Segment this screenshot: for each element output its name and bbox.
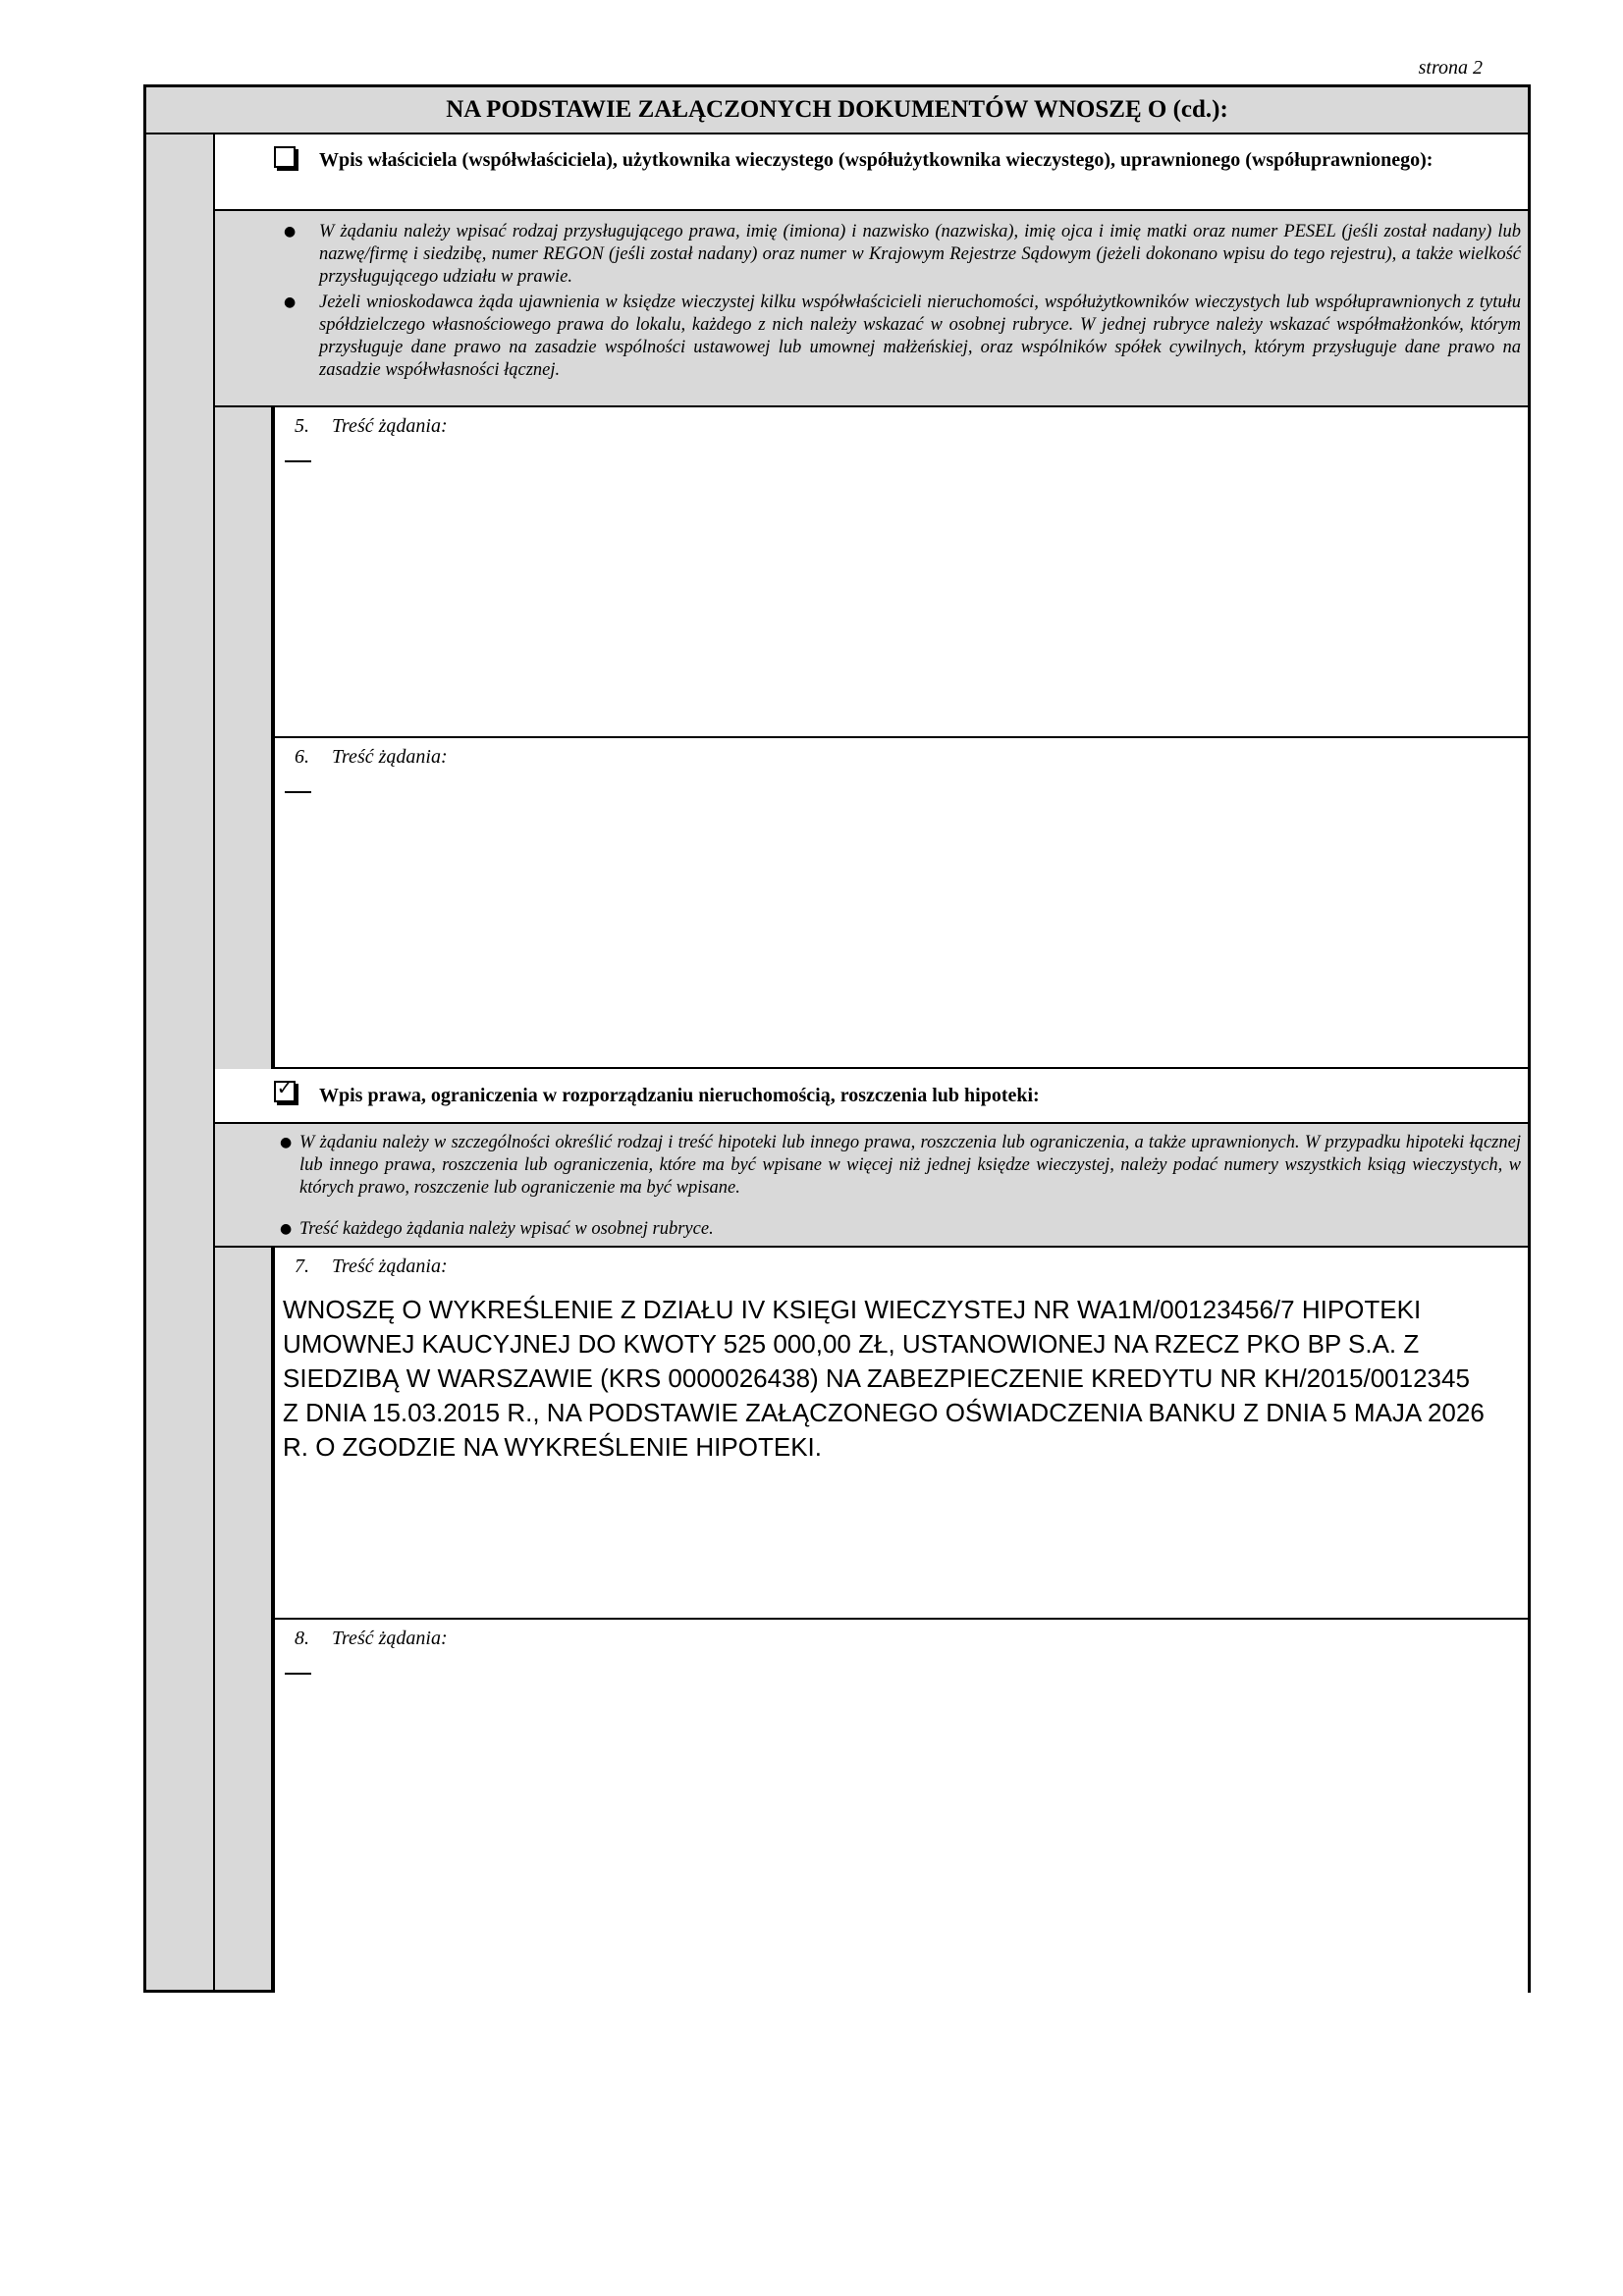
empty-dash (285, 791, 311, 793)
right-section-title-text: Wpis prawa, ograniczenia w rozporządzaniu nieruchomością, roszczenia lub hipoteki: (319, 1085, 1040, 1106)
owner-instructions (215, 211, 1528, 407)
margin-column-outer (146, 134, 215, 1990)
section-header (146, 87, 1528, 134)
request-text: WNOSZĘ O WYKREŚLENIE Z DZIAŁU IV KSIĘGI WIECZYSTEJ NR WA1M/00123456/7 HIPOTEKI UMOWNEJ KAUCYJNEJ DO KWOTY 525 000,00 ZŁ, USTANOWIONEJ NA RZECZ PKO BP S.A. Z SIEDZIBĄ W WARSZAWIE (KRS 0000026438) NA ZABEZPIECZENIE KREDYTU NR KH/2015/0012345 Z DNIA 15.03.2015 R., NA PODSTAWIE ZAŁĄCZONEGO OŚWIADCZENIA BANKU Z DNIA 5 MAJA 2026 R. O ZGODZIE NA WYKREŚLENIE HIPOTEKI. (283, 1295, 1485, 1462)
right-instructions (215, 1124, 1528, 1248)
right-instruction-item: ● W żądaniu należy w szczególności określić rodzaj i treść hipoteki lub innego prawa, roszczenia lub ograniczenia, a także uprawnionych. W przypadku hipoteki łącznej lub innego prawa, roszczenia lub ograniczenia, które ma być wpisane w więcej niż jednej księdze wieczystej, należy podać numery wszystkich ksiąg wieczystych, w których prawo, roszczenie lub ograniczenie ma być wpisane. (280, 1133, 1521, 1198)
field-label: 7. Treść żądania: (295, 1255, 448, 1277)
section-header-title: NA PODSTAWIE ZAŁĄCZONYCH DOKUMENTÓW WNOSZĘ O (cd.): (446, 96, 1228, 123)
owner-section-title-text: Wpis właściciela (współwłaściciela), użytkownika wieczystego (współużytkownika wieczystego), uprawnionego (współuprawnionego): (319, 149, 1434, 171)
request-field-8[interactable] (273, 1620, 1528, 1993)
bullet-icon: ● (284, 294, 297, 310)
right-section-title (215, 1069, 1528, 1124)
request-field-5[interactable] (273, 407, 1528, 738)
bullet-icon: ● (280, 1135, 293, 1150)
right-entry-checkbox[interactable] (274, 1076, 296, 1102)
owner-section-title (215, 134, 1528, 211)
owner-instruction-item: ● W żądaniu należy wpisać rodzaj przysługującego prawa, imię (imiona) i nazwisko (nazwiska), imię ojca i imię matki oraz numer PESEL (jeśli został nadany) lub nazwę/firmę i siedzibę, numer REGON (jeśli został nadany) oraz numer w Krajowym Rejestrze Sądowym (jeżeli dokonano wpisu do tego rejestru), a także wielkość przysługującego udziału w prawie. (284, 222, 1521, 287)
field-label: 8. Treść żądania: (295, 1628, 448, 1649)
owner-entry-checkbox[interactable] (274, 146, 296, 168)
bullet-icon: ● (284, 224, 297, 240)
right-instruction-item: ● Treść każdego żądania należy wpisać w osobnej rubryce. (280, 1219, 714, 1239)
form-frame (143, 84, 1531, 1993)
page-number: strona 2 (1418, 57, 1483, 79)
field-label: 6. Treść żądania: (295, 746, 448, 768)
request-field-7[interactable] (273, 1248, 1528, 1620)
margin-column-inner (215, 134, 273, 1990)
empty-dash (285, 460, 311, 462)
check-icon: ✓ (276, 1076, 294, 1099)
bullet-icon: ● (280, 1221, 293, 1237)
request-field-6[interactable] (273, 738, 1528, 1069)
owner-instruction-item: ● Jeżeli wnioskodawca żąda ujawnienia w księdze wieczystej kilku współwłaścicieli nieruchomości, współużytkowników wieczystych lub współuprawnionych z tytułu spółdzielczego własnościowego prawa do lokalu, każdego z nich należy wskazać w osobnej rubryce. W jednej rubryce należy wskazać współmałżonków, którym przysługuje dane prawo na zasadzie wspólności ustawowej lub umownej małżeńskiej, oraz wspólników spółek cywilnych, którym przysługuje dane prawo na zasadzie współwłasności łącznej. (284, 293, 1521, 380)
empty-dash (285, 1673, 311, 1675)
field-label: 5. Treść żądania: (295, 415, 448, 437)
